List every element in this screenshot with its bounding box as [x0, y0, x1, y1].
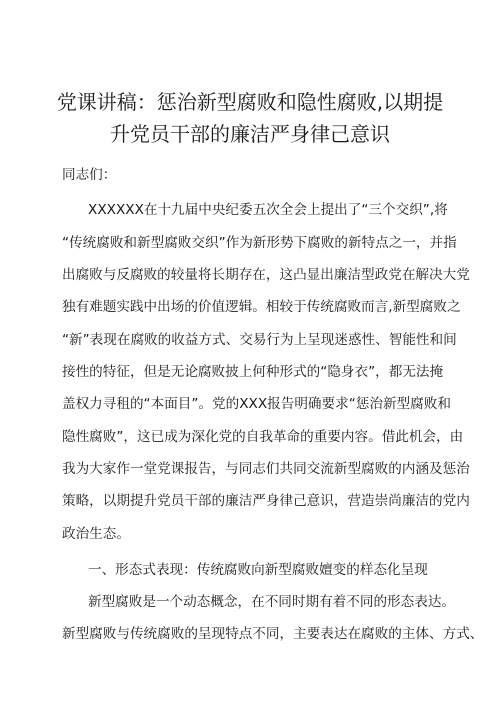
paragraph-1-line: 隐性腐败”，这已成为深化党的自我革命的重要内容。借此机会，由 — [62, 429, 464, 445]
document-title-line-2: 升党员干部的廉洁严身律己意识 — [110, 122, 390, 146]
paragraph-1-line: “传统腐败和新型腐败交织”作为新形势下腐败的新特点之一，并指 — [62, 235, 457, 251]
section-heading: 一、形态式表现：传统腐败向新型腐败嬗变的样态化呈现 — [88, 562, 428, 578]
paragraph-1-line: 接性的特征，但是无论腐败披上何种形式的“隐身衣”，都无法掩 — [62, 364, 444, 380]
paragraph-1-line: 我为大家作一堂党课报告，与同志们共同交流新型腐败的内涵及惩治 — [62, 461, 470, 477]
paragraph-1-line: 政治生态。 — [62, 526, 130, 542]
salutation: 同志们： — [62, 167, 117, 183]
paragraph-2-line: 新型腐败与传统腐败的呈现特点不同，主要表达在腐败的主体、方式、 — [62, 626, 484, 642]
paragraph-1-line: 盖权力寻租的“本面目”。党的XXX报告明确要求“惩治新型腐败和 — [62, 396, 451, 412]
paragraph-2-line: 新型腐败是一个动态概念，在不同时期有着不同的形态表达。 — [88, 594, 456, 610]
paragraph-1-line: 出腐败与反腐败的较量将长期存在，这凸显出廉洁型政党在解决大党 — [62, 267, 470, 283]
paragraph-1-line: 独有难题实践中出场的价值逻辑。相较于传统腐败而言,新型腐败之 — [62, 299, 461, 315]
paragraph-1-line: 策略，以期提升党员干部的廉洁严身律己意识，营造崇尚廉洁的党内 — [62, 493, 470, 509]
document-title-line-1: 党课讲稿：惩治新型腐败和隐性腐败,以期提 — [56, 90, 444, 114]
paragraph-1-line: XXXXXX在十九届中央纪委五次全会上提出了“三个交织”,将 — [88, 202, 448, 218]
paragraph-1-line: “新”表现在腐败的收益方式、交易行为上呈现迷惑性、智能性和间 — [62, 332, 457, 348]
